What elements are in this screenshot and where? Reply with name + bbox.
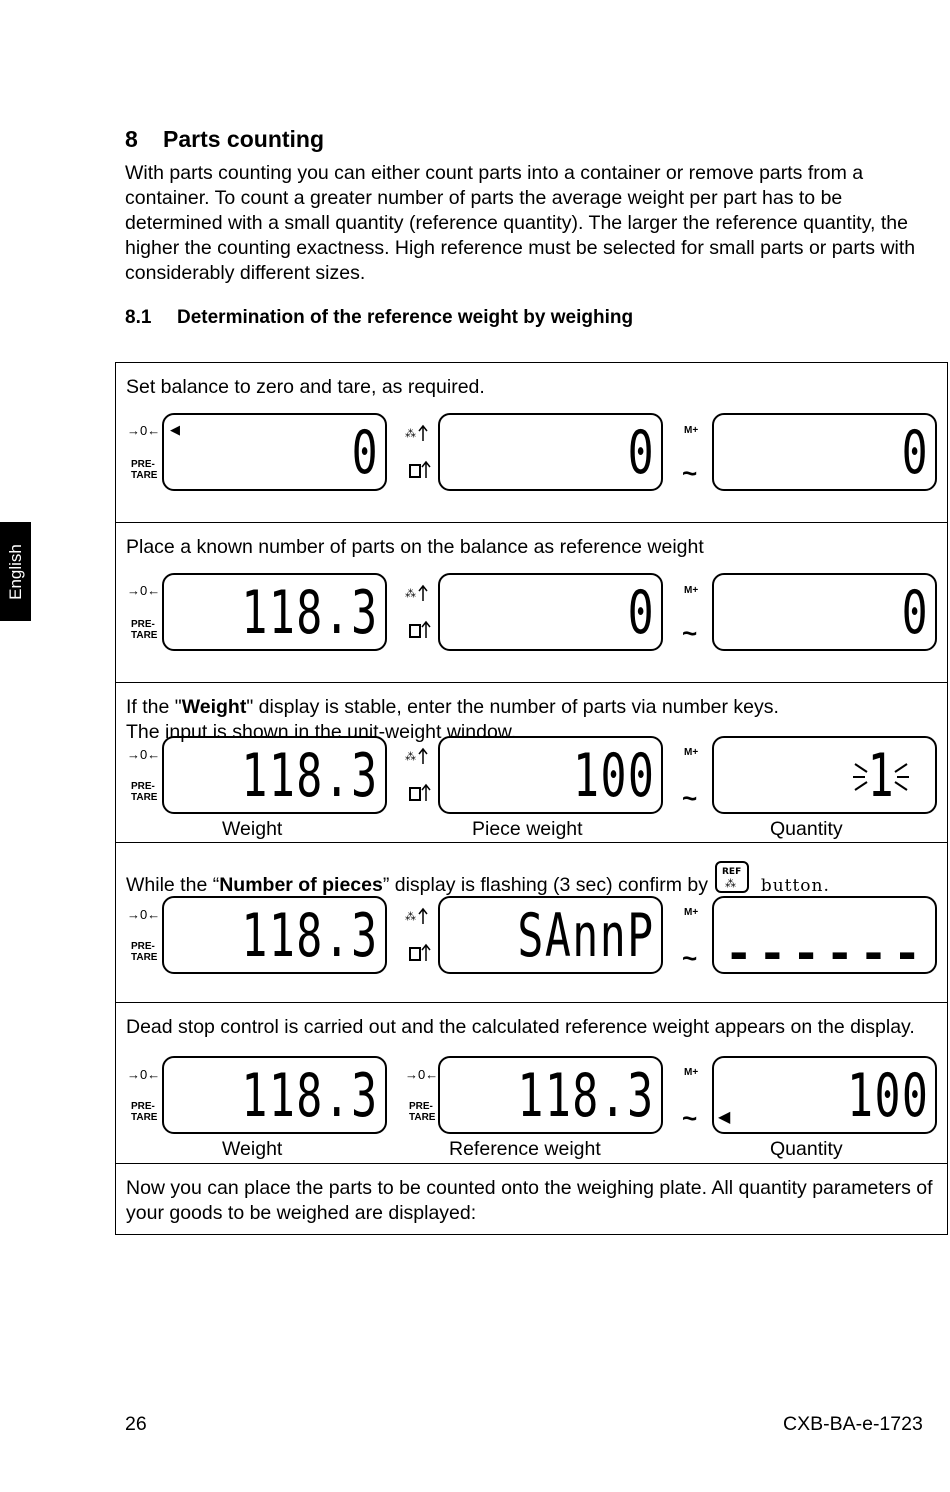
- step-row: [116, 1164, 947, 1236]
- stable-indicator: ~: [682, 1103, 698, 1133]
- memory-plus-indicator: M+: [684, 425, 699, 436]
- piece-weight-value: 100: [572, 741, 655, 811]
- triangle-marker-icon: ◀: [718, 1109, 731, 1126]
- quantity-value: 0: [901, 578, 929, 648]
- quantity-display: [712, 413, 937, 491]
- reference-weight-caption: Reference weight: [449, 1138, 601, 1160]
- weight-display: [162, 736, 387, 814]
- piece-weight-icon: [405, 583, 431, 603]
- step-row: [116, 843, 947, 1003]
- weight-caption: Weight: [222, 818, 283, 840]
- piece-weight-display: [438, 896, 663, 974]
- svg-text:⁂: ⁂: [405, 427, 416, 440]
- ref-key-icon[interactable]: [715, 861, 749, 893]
- subsection-number: 8.1: [125, 307, 152, 328]
- section-title: Parts counting: [163, 126, 325, 152]
- step-row: [116, 523, 947, 683]
- step-row: [116, 683, 947, 843]
- weight-display: [162, 896, 387, 974]
- pretare-label: PRE- TARE: [131, 941, 158, 963]
- weight-arrow-icon: [408, 458, 432, 480]
- weight-value: 118.3: [241, 1061, 379, 1131]
- step-row: [116, 363, 947, 523]
- quantity-display: [712, 736, 937, 814]
- step-row: [116, 1003, 947, 1164]
- pretare-label: PRE- TARE: [131, 619, 158, 641]
- weight-value: 118.3: [241, 578, 379, 648]
- piece-weight-display: [438, 413, 663, 491]
- stable-indicator: ~: [682, 783, 698, 813]
- step-text: Dead stop control is carried out and the calculated reference weight appears on the display.: [126, 1016, 915, 1038]
- step-text: Place a known number of parts on the balance as reference weight: [126, 536, 704, 558]
- piece-weight-caption: Piece weight: [472, 818, 583, 840]
- weight-value: 118.3: [241, 901, 379, 971]
- memory-plus-indicator: M+: [684, 907, 699, 918]
- triangle-marker-icon: ◀: [170, 422, 180, 437]
- document-code: CXB-BA-e-1723: [783, 1413, 923, 1435]
- page-number: 26: [125, 1413, 147, 1435]
- quantity-display: [712, 896, 937, 980]
- piece-weight-icon: [405, 423, 431, 443]
- svg-text:⁂: ⁂: [405, 910, 416, 923]
- memory-plus-indicator: M+: [684, 1067, 699, 1078]
- weight-caption: Weight: [222, 1138, 283, 1160]
- subsection-title: Determination of the reference weight by weighing: [177, 307, 634, 328]
- svg-text:⁂: ⁂: [405, 750, 416, 763]
- piece-weight-value: 0: [627, 418, 655, 488]
- quantity-display: [712, 1056, 937, 1134]
- memory-plus-indicator: M+: [684, 585, 699, 596]
- piece-weight-value: 0: [627, 578, 655, 648]
- reference-weight-value: 118.3: [517, 1061, 655, 1131]
- quantity-caption: Quantity: [770, 1138, 843, 1160]
- section-intro: With parts counting you can either count parts into a container or remove parts from a container. To count a greater number of parts the average weight per part has to be determined with a small quantity (reference quantity). The larger the reference quantity, the higher the counting exactness. High reference must be selected for small parts or parts with considerably different sizes.: [125, 162, 916, 284]
- quantity-value: ------: [724, 926, 927, 980]
- piece-weight-display: [438, 573, 663, 651]
- flashing-icon: [853, 754, 909, 800]
- step-text: If the "Weight" display is stable, enter the number of parts via number keys. The input is shown in the unit-weight window.: [126, 696, 779, 743]
- section-heading: [125, 126, 324, 153]
- weight-display: [162, 413, 387, 491]
- quantity-value: 0: [901, 418, 929, 488]
- weight-arrow-icon: [408, 941, 432, 963]
- section-number: 8: [125, 126, 138, 152]
- weight-arrow-icon: [408, 618, 432, 640]
- zero-indicator: →0←: [127, 423, 161, 438]
- weight-arrow-icon: [408, 781, 432, 803]
- piece-weight-value: SAnnP: [517, 901, 655, 971]
- language-tab: [0, 522, 31, 621]
- svg-text:⁂: ⁂: [405, 587, 416, 600]
- quantity-display: [712, 573, 937, 651]
- zero-indicator: →0←: [127, 1067, 161, 1082]
- pretare-label: PRE- TARE: [131, 459, 158, 481]
- stable-indicator: ~: [682, 618, 698, 648]
- quantity-caption: Quantity: [770, 818, 843, 840]
- weight-display: [162, 1056, 387, 1134]
- pretare-label: PRE- TARE: [131, 781, 158, 803]
- steps-table: [115, 362, 948, 1235]
- quantity-value: 100: [846, 1061, 929, 1131]
- subsection-heading: [125, 307, 633, 329]
- piece-weight-display: [438, 736, 663, 814]
- zero-indicator: →0←: [405, 1067, 439, 1082]
- memory-plus-indicator: M+: [684, 747, 699, 758]
- zero-indicator: →0←: [127, 907, 161, 922]
- stable-indicator: ~: [682, 458, 698, 488]
- piece-weight-icon: [405, 906, 431, 926]
- piece-weight-icon: [405, 746, 431, 766]
- svg-text:REF: REF: [722, 867, 742, 877]
- step-text: Set balance to zero and tare, as required.: [126, 376, 485, 398]
- weight-value: 118.3: [241, 741, 379, 811]
- stable-indicator: ~: [682, 943, 698, 973]
- svg-text:⁂: ⁂: [725, 877, 737, 890]
- weight-value: 0: [351, 418, 379, 488]
- language-tab-label: English: [5, 543, 25, 600]
- pretare-label: PRE- TARE: [409, 1101, 436, 1123]
- step-text: While the “Number of pieces” display is flashing (3 sec) confirm by REF ⁂ button.: [126, 861, 936, 899]
- quantity-value: 1: [867, 741, 895, 811]
- step-text: Now you can place the parts to be counted onto the weighing plate. All quantity parameters of your goods to be weighed are displayed:: [126, 1177, 933, 1224]
- reference-weight-display: [438, 1056, 663, 1134]
- weight-display: [162, 573, 387, 651]
- zero-indicator: →0←: [127, 583, 161, 598]
- zero-indicator: →0←: [127, 747, 161, 762]
- pretare-label: PRE- TARE: [131, 1101, 158, 1123]
